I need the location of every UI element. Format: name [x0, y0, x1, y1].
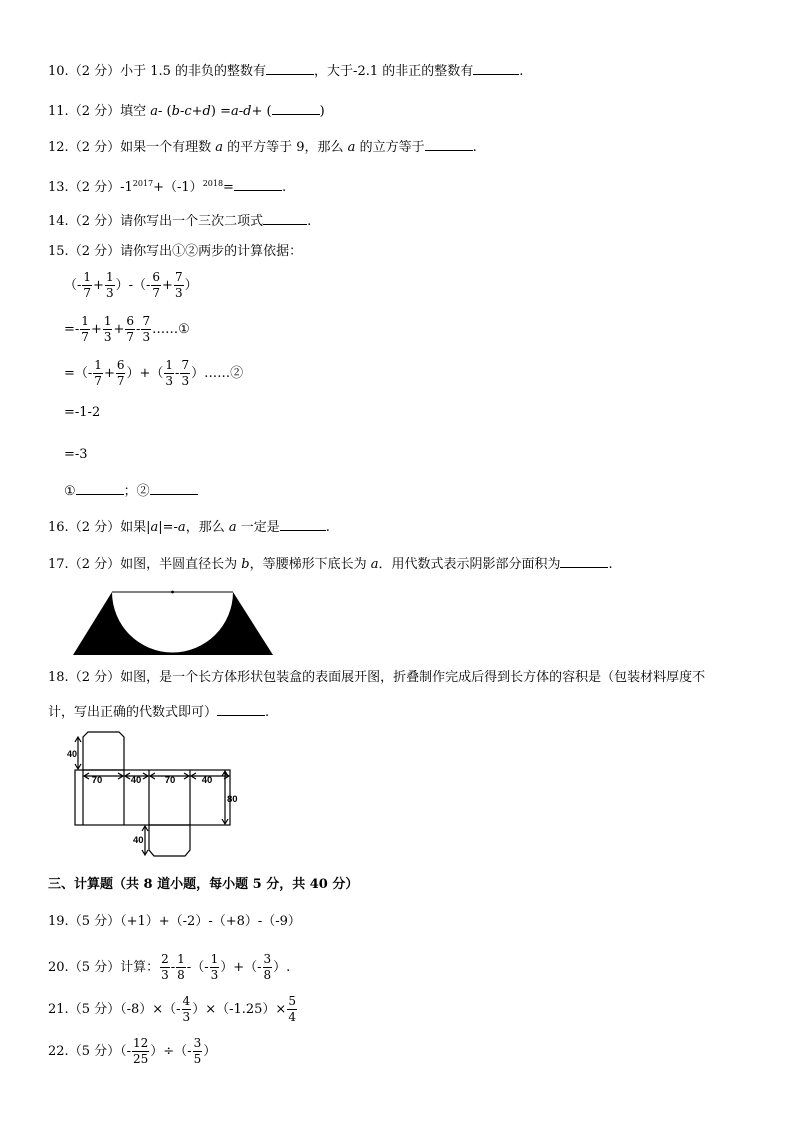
fraction: $\frac{4}{3}$ [182, 994, 191, 1024]
answer-blank[interactable] [272, 102, 320, 115]
question-10: 10.（2 分）小于 1.5 的非负的整数有 ，大于-2.1 的非正的整数有 . [48, 64, 524, 79]
answer-blank[interactable] [217, 703, 265, 716]
q15-expression-line: （- $\frac{1}{7}$ + $\frac{1}{3}$ ）-（- $\frac{6}{7}$ + $\frac{7}{3}$ ） [64, 270, 198, 300]
question-21: 21.（5 分）（-8）×（- $\frac{4}{3}$ ）×（-1.25）× $\frac{5}{4}$ [48, 994, 296, 1024]
fraction: $\frac{1}{7}$ [94, 358, 102, 388]
answer-blank[interactable] [76, 482, 124, 495]
fraction: $\frac{3}{8}$ [263, 952, 272, 982]
fraction: $\frac{3}{5}$ [193, 1036, 202, 1066]
fraction: $\frac{1}{8}$ [177, 952, 185, 982]
section-heading: 三、计算题（共 8 道小题，每小题 5 分，共 40 分） [48, 877, 359, 892]
q15-step-3: =-1-2 [64, 405, 101, 420]
q15-step-1: =- $\frac{1}{7}$ + $\frac{1}{3}$ + $\frac{6}{7}$ - $\frac{7}{3}$ ……① [64, 314, 190, 344]
question-18-cont: 计，写出正确的代数式即可） . [48, 705, 270, 720]
question-20: 20.（5 分）计算： $\frac{2}{3}$ - $\frac{1}{8}$ -（- $\frac{1}{3}$ ）+（- $\frac{3}{8}$ ）. [48, 952, 291, 982]
dim-label: 40 [130, 775, 142, 786]
dim-label: 80 [227, 794, 238, 805]
answer-blank[interactable] [425, 138, 473, 151]
dim-label: 70 [91, 775, 103, 786]
fraction: $\frac{6}{7}$ [126, 314, 135, 344]
question-15: 15.（2 分）请你写出①②两步的计算依据： [48, 244, 303, 259]
trapezoid-semicircle-figure [70, 588, 276, 658]
question-11: 11.（2 分）填空 a- (b-c+d) =a-d+ ( ) [48, 104, 325, 119]
center-point [171, 591, 174, 594]
fraction: $\frac{1}{3}$ [103, 314, 112, 344]
fraction: $\frac{7}{3}$ [142, 314, 151, 344]
fraction: $\frac{1}{7}$ [83, 270, 92, 300]
answer-blank[interactable] [280, 518, 326, 531]
fraction: $\frac{1}{7}$ [81, 314, 89, 344]
answer-blank[interactable] [560, 555, 608, 568]
question-22: 22.（5 分）（- $\frac{12}{25}$ ）÷（- $\frac{3}{5}$ ） [48, 1036, 217, 1066]
score: （2 分） [68, 64, 121, 79]
dim-label: 40 [67, 749, 78, 759]
answer-blank[interactable] [150, 482, 198, 495]
fraction: $\frac{7}{3}$ [181, 358, 190, 388]
dim-label: 40 [133, 835, 144, 846]
fraction: $\frac{1}{3}$ [210, 952, 219, 982]
answer-blank[interactable] [234, 178, 282, 191]
fraction: $\frac{6}{7}$ [116, 358, 125, 388]
q15-answers: ① ；② [64, 482, 198, 501]
answer-blank[interactable] [473, 62, 519, 75]
question-18: 18.（2 分）如图，是一个长方体形状包装盒的表面展开图，折叠制作完成后得到长方体的容积是（包装材料厚度不 [48, 670, 706, 685]
fraction: $\frac{2}{3}$ [161, 952, 169, 982]
question-14: 14.（2 分）请你写出一个三次二项式 . [48, 214, 312, 229]
fraction: $\frac{5}{4}$ [288, 994, 296, 1024]
question-13: 13.（2 分）$-1^{2017}+(-1)^{2018}=$ . [48, 179, 287, 195]
question-19: 19.（5 分）（+1）+（-2）-（+8）-（-9） [48, 914, 301, 929]
fraction: $\frac{1}{3}$ [165, 358, 174, 388]
fraction: $\frac{7}{3}$ [174, 270, 183, 300]
answer-blank[interactable] [263, 212, 307, 225]
fraction: $\frac{1}{3}$ [105, 270, 114, 300]
box-net-figure [60, 730, 250, 862]
question-16: 16.（2 分）如果|a|=-a，那么 a 一定是 . [48, 520, 330, 535]
answer-blank[interactable] [266, 62, 314, 75]
dim-label: 70 [164, 775, 176, 786]
q15-step-2: =（- $\frac{1}{7}$ + $\frac{6}{7}$ ）+（ $\frac{1}{3}$ - $\frac{7}{3}$ ）……② [64, 358, 244, 388]
dim-label: 40 [201, 775, 213, 786]
fraction: $\frac{12}{25}$ [133, 1036, 149, 1066]
fraction: $\frac{6}{7}$ [152, 270, 161, 300]
question-12: 12.（2 分）如果一个有理数 a 的平方等于 9，那么 a 的立方等于 . [48, 140, 477, 155]
q15-step-4: =-3 [64, 447, 88, 462]
question-17: 17.（2 分）如图，半圆直径长为 b，等腰梯形下底长为 a．用代数式表示阴影部分面积为 . [48, 557, 613, 572]
question-number: 10. [48, 64, 69, 79]
